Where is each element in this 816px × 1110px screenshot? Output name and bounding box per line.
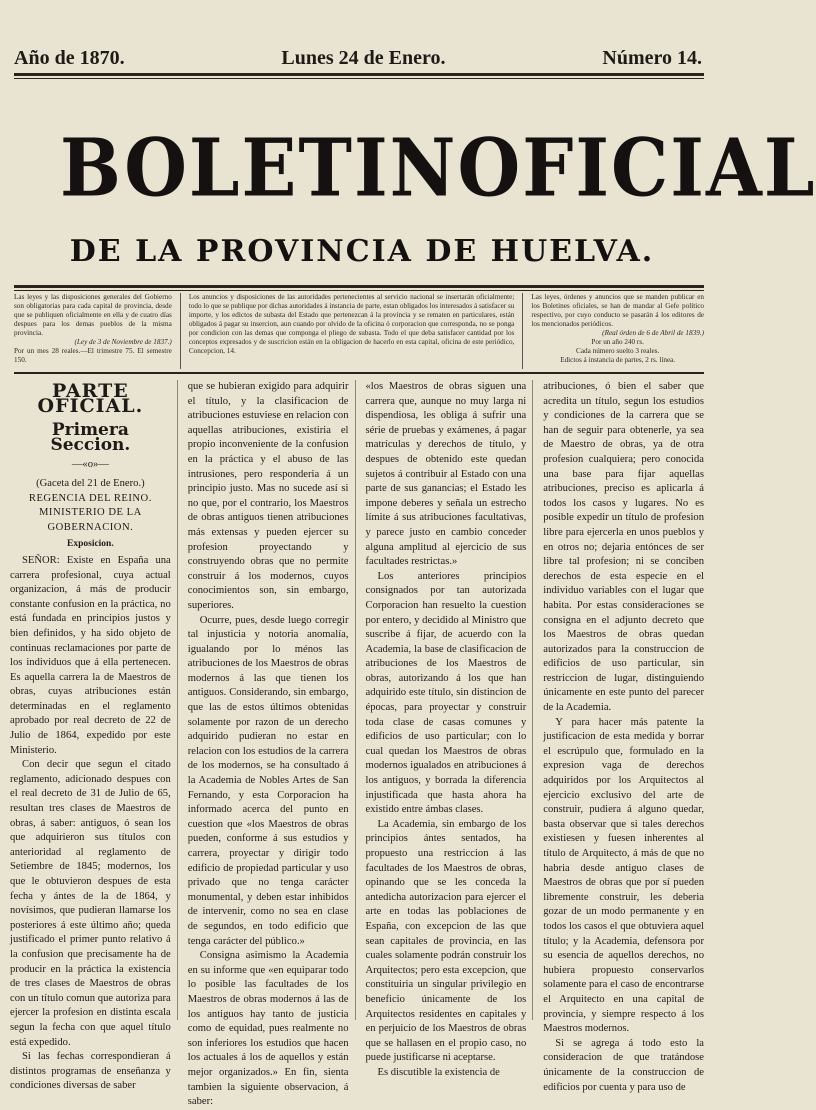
paragraph: Los anteriores principios consignados por tan autorizada Corporacion han resuelto la cuestion por entero, y decidido al Ministro que suscribe á fijar, de acuerdo con la Academia, la base de clasificacion de atribuciones de los Maestros de obras, autorizando á los que han adquirido este título, sin distincion de épocas, para proyectar y construir toda clase de casas comunes y edificios de uso particular; con lo cual quedan los Maestros de obras modernos igualados en atribuciones á los antiguos, y borrada la diferencia injustificada que hasta ahora ha existido entre ámbas clases. [365,570,527,816]
notice-right-edicts: Edictos á instancia de partes, 2 rs. línea. [560,356,676,364]
exposition-heading: Exposicion. [67,539,114,550]
top-rule-thin [14,78,704,79]
ministry-heading: MINISTERIO DE LA GOBERNACION. [39,507,142,533]
notice-left-price: Por un mes 28 reales.—El trimestre 75. El semestre 150. [14,347,172,364]
masthead-top-line [14,44,702,72]
notice-middle-body: Los anuncios y disposiciones de las autoridades pertenecientes al servicio nacional se insertarán oficialmente; todo lo que se publique por dichas autoridades á instancia de parte, estan obligados los interesados á satisfacer su importe, y los edictos de subasta del Estado que pertenezcan á la provincia y se rematen en particulares, están obligados á pagar su insercion, aun cuando por olvido de la oficina ó corporacion que corresponda, no se ponga por condicion con las demas que componga el pliego de subasta. Todo el que deba satisfacer cantidad por los conceptos expresados y de suscricion están en la obligacion de hacerlo en esta capital, oficina de este periódico, Concepcion, 14. [188,293,515,355]
article-column-3 [365,380,534,1078]
paragraph: Es discutible la existencia de [377,1066,500,1078]
article-column-2 [187,380,356,1108]
notice-right-price: Por un año 240 rs. [591,338,644,346]
masthead-title [60,112,816,222]
title-right-word: OFICIAL [457,120,816,214]
issue-number: Número 14. [602,46,702,69]
notice-left [14,293,172,369]
paragraph: La Academia, sin embargo de los principios ántes sentados, ha propuesto una restriccion á las facultades de los Maestros de obras, opinando que se les conceda la antedicha autorizacion para ejercer el arte en todas las poblaciones de España, con excepcion de las que sean capitales de provincia, en las cuales solamente podrán construir los Arquitectos; pero esta excepcion, que constituiria un singular privilegio en beneficio únicamente de los Arquitectos residentes en capitales y en perjuicio de los Maestros de obras que se hallasen en el propio caso, no puede justificarse ni aceptarse. [365,818,527,1064]
notice-row [14,293,704,369]
paragraph: atribuciones, ó bien el saber que acredita un título, segun los estudios y condiciones de la carrera que se han de seguir para obtenerle, ya sea de Maestro de obras, ya de otra profesion cualquiera; pero conocida una base para fijar aquellas atribuciones, preciso es aplicarla á todos los casos y lugares. No es posible expedir un título de profesion libre para ejercerla en unos pueblos y en otros no; dejaria entónces de ser libre tal profesion; ni se conciben derechos de esta especie en el individuo variables con el lugar que habita. Por estas consideraciones se consigna en el adjunto decreto que los Maestros de obras quedan autorizados para la construccion de edificios de uso particular, sin restriccion de lugar, distinguiendo únicamente en este punto del parecer de la Academia. [543,381,704,714]
notice-left-ref: (Ley de 3 de Noviembre de 1837.) [74,338,172,346]
ornament-divider: —«o»— [71,459,109,471]
issue-date: Lunes 24 de Enero. [281,46,446,69]
section-subtitle: Primera Seccion. [50,420,131,455]
paragraph: SEÑOR: Existe en España una carrera profesional, cuya actual organizacion, á más de producir constante confusion en la práctica, no está fundada en principios justos y bien definidos, y ha sido objeto de continuas reclamaciones por parte de los individuos que á ella pertenecen. Es aquella carrera la de Maestros de obras, cuyas atribuciones están determinadas en el reglamento aprobado por real decreto de 22 de Julio de 1864, expedido por este Ministerio. [10,554,171,756]
paragraph: Consigna asimismo la Academia en su informe que «en equiparar todo lo posible las facultades de los Maestros de obras modernos á las de los antiguos hay tanto de justicia como de equidad, pues realmente no son inferiores los estudios que hacen los actuales á los de aquellos y están mejor organizados.» En fin, sienta tambien la siguiente observacion, á saber: [187,950,349,1108]
paragraph: Con decir que segun el citado reglamento, adicionado despues con el real decreto de 31 de Julio de 65, resultan tres clases de Maestros de obras, á saber: antiguos, ó sean los que adquirieron sus títulos con anterioridad al reglamento de Setiembre de 1845; modernos, los que le obtuvieron despues de esta fecha y ántes de la de 1864, y novísimos, que pudieran llamarse los posteriores á este último año; queda justificado el primer punto relativo á la confusion que precisamente ha de producir en la práctica la existencia de tres clases de Maestros de obras con un título comun que autoriza para ejercer la profesion en distinta escala segun la fecha con que aquel título está expedido. [10,759,171,1048]
notice-right-ref: (Real órden de 6 de Abril de 1839.) [602,329,704,337]
paragraph: Si se agrega á todo esto la consideracion de que tratándose únicamente de la construccion de edificios por cuenta y para uso de [543,1037,704,1093]
notice-middle [180,293,524,369]
gazette-reference: (Gaceta del 21 de Enero.) [36,477,145,489]
article-column-1 [10,380,178,1092]
section-rule [14,372,704,374]
paragraph: que se hubieran exigido para adquirir el título, y la clasificacion de atribuciones estuviese en relacion con aquellas atribuciones, existiria el propio inconveniente de la confusion en la práctica y el abuso de las intrusiones, pero responderia á un principio justo. Mas no sucede así si no que, por el contrario, los Maestros de obras antiguos tienen atribuciones más extensas y pueden ejercer su profesion proyectando y construyendo obras que no permite construir á los modernos, cuyos conocimientos son, sin embargo, superiores. [187,381,349,611]
notice-right [531,293,704,369]
paragraph: Y para hacer más patente la justificacion de esta medida y borrar el escrúpulo que, formulado en la expresion vaga de derechos adquiridos por los Arquitectos al ejercicio exclusivo del arte de construir, pudiera á alguno quedar, basta observar que si tales derechos existiesen y fuesen inherentes al título de Arquitecto, á más de que no habria desde antiguo clases de Maestros de obras que por sí pueden libremente construir, les deberia gozar de un modo permanente y en todos los casos el que obtuviera aquel título; y la Academia, defensora por su esencia de aquellos derechos, no hubiera propuesto conservarlos solamente para el caso de encontrarse el Arquitecto en una capital de provincia, y siempre respecto á los Maestros modernos. [543,716,704,1035]
notice-left-body: Las leyes y las disposiciones generales del Gobierno son obligatorias para cada capital de provincia, desde que se publiquen oficialmente en ella y de cuatro días despues para los demas pueblos de la misma provincia. [14,293,172,337]
paragraph: «los Maestros de obras siguen una carrera que, aunque no muy larga ni dispendiosa, les obliga á sufrir una série de pruebas y exámenes, á pagar matrículas y derechos de título, y despues de obtenido este quedan sujetos á contribuir al Estado con una parte de sus ganancias; el Estado les impone deberes y señala un estrecho límite á sus atribuciones facultativas, y parece justo en cambio conceder alguna amplitud al ejercicio de sus facultades restrictas.» [365,381,527,568]
masthead-subtitle: DE LA PROVINCIA DE HUELVA. [69,234,655,269]
title-left-word: BOLETIN [60,120,458,214]
notice-right-single: Cada número suelto 3 reales. [576,347,660,355]
top-rule [14,73,704,76]
paragraph: Ocurre, pues, desde luego corregir tal injusticia y notoria anomalía, igualando por lo ménos las atribuciones de los Maestros de obras modernos á las que tienen los antiguos. Considerando, sin embargo, que las de estos últimos obtenidas solamente por razon de un derecho adquirido pudieran no estar en relacion con los estudios de la carrera de los modernos, se ha consultado á la Academia de Nobles Artes de San Fernando, y esta Corporacion ha informado acerca del punto en cuestion que «los Maestros de obras pueden, conforme á sus estudios y carrera, proyectar y dirigir todo edificio de propiedad particular y uso privado que no tenga carácter monumental, y deben estar inhibidos de intervenir, como no sea en clase de segundos, en todo edificio que tenga carácter del público.» [187,614,349,947]
article-column-4 [543,380,710,1093]
notice-right-body: Las leyes, órdenes y anuncios que se manden publicar en los Boletines oficiales, se han de mandar al Gefe político respectivo, por cuyo conducto se pasarán á los editores de los mencionados periódicos. [531,293,704,328]
issue-year: Año de 1870. [14,46,125,69]
section-title: PARTE OFICIAL. [37,380,144,417]
paragraph: Si las fechas correspondieran á distintos programas de enseñanza y condiciones diversas de saber [10,1051,171,1092]
masthead-bottom-rule [14,285,704,288]
article-columns [10,380,710,1108]
masthead-bottom-rule-thin [14,290,704,291]
regency-heading: REGENCIA DEL REINO. [28,492,152,504]
